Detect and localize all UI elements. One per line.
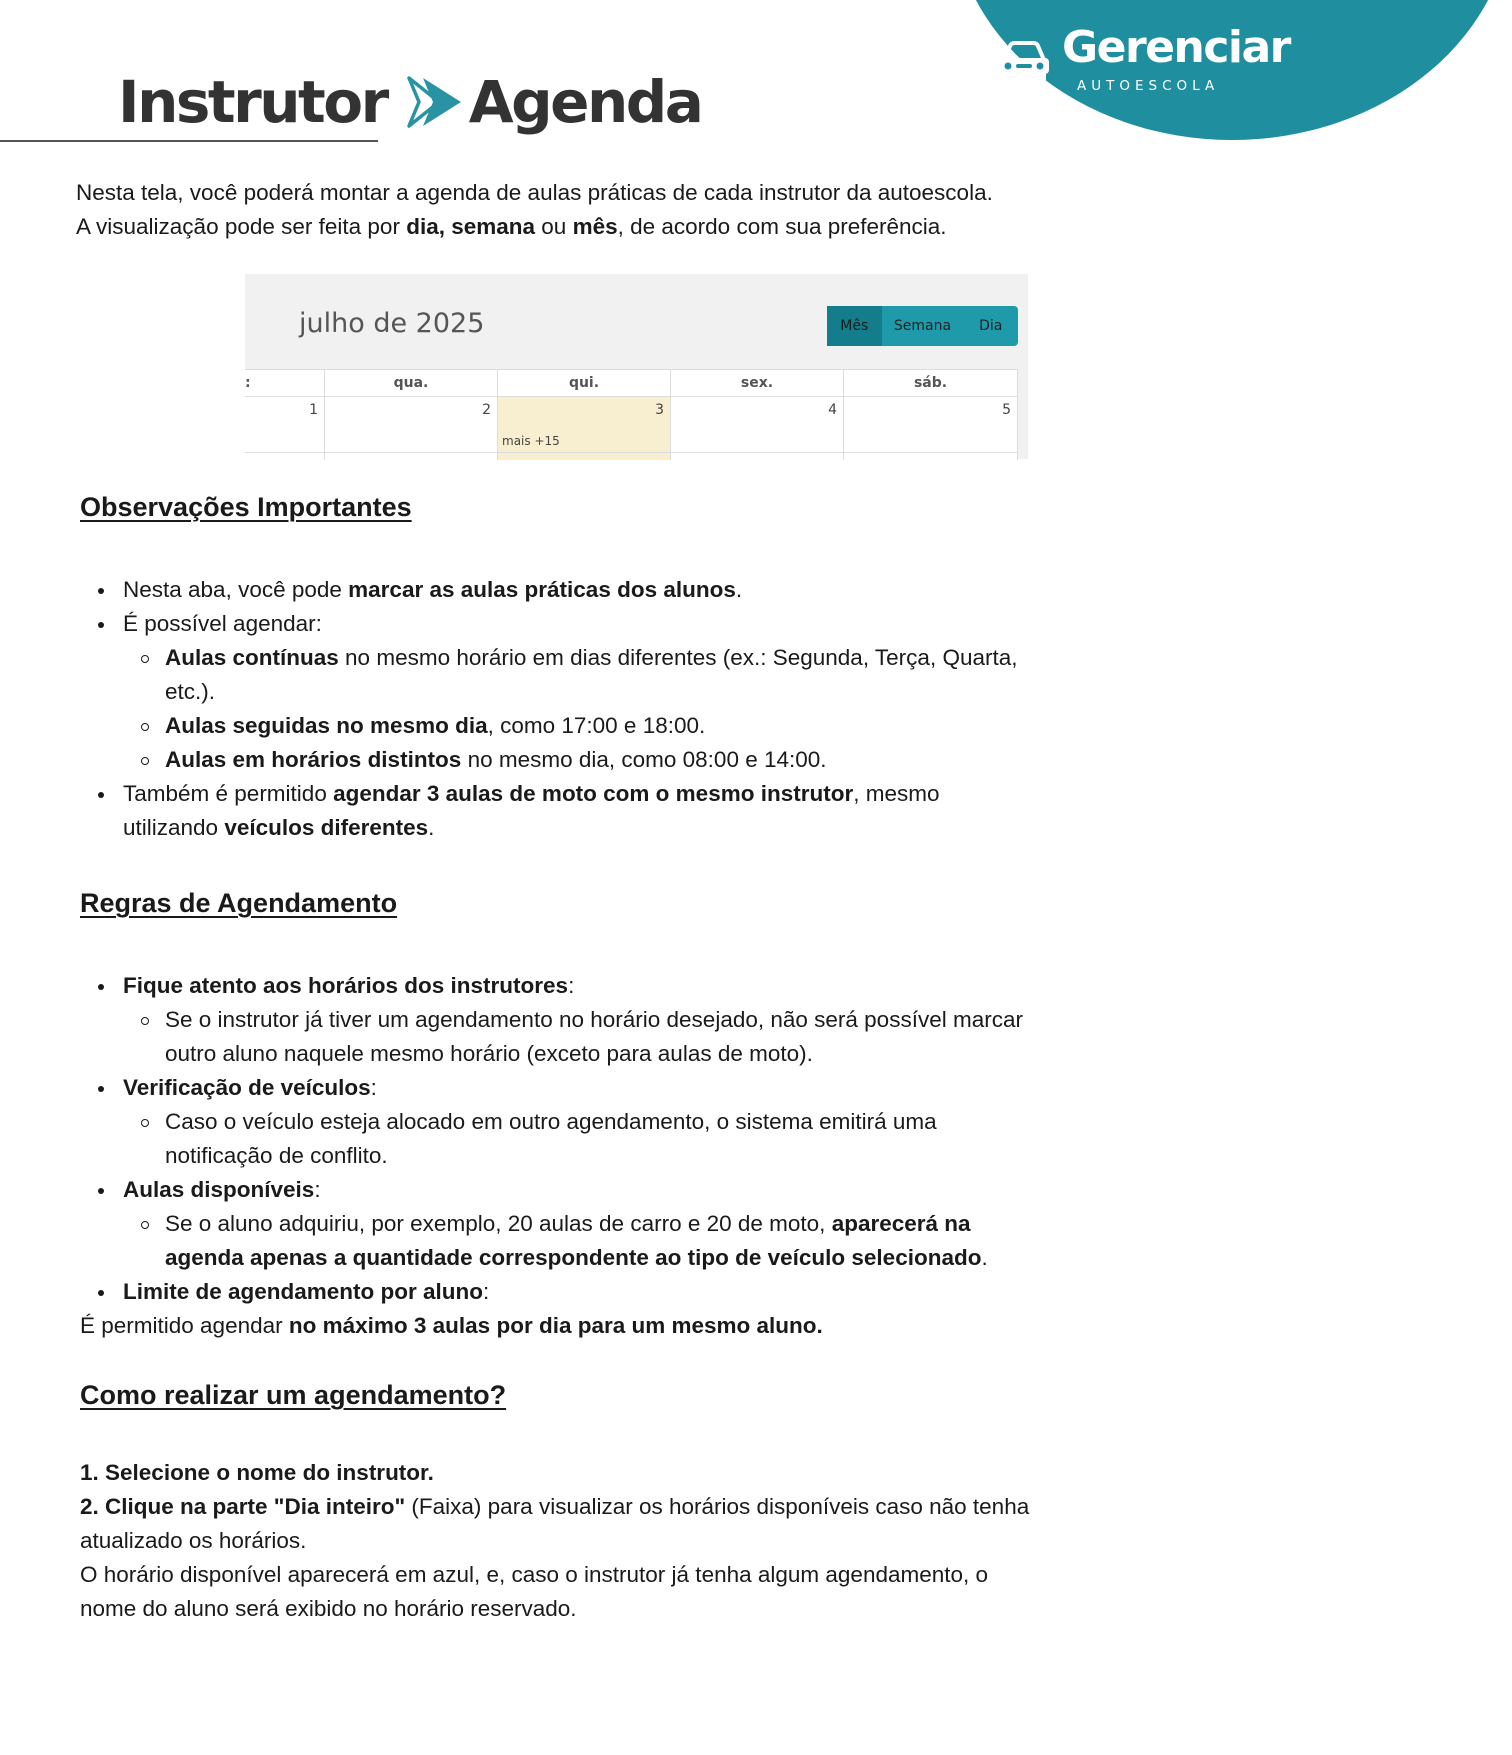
step-2: [80, 1490, 1029, 1524]
title-underline: [0, 140, 378, 142]
list-bold: marcar as aulas práticas dos alunos: [348, 577, 736, 602]
sublist-item-continued: [165, 1241, 988, 1275]
chevron-right-icon: [405, 72, 465, 132]
intro-text: ou: [535, 214, 573, 239]
list-bullet: [98, 588, 104, 594]
list-item: [123, 969, 574, 1003]
rule-limit-paragraph: [80, 1309, 823, 1343]
calendar-day-cell[interactable]: [844, 370, 1018, 460]
calendar-day-header: sex.: [671, 370, 843, 397]
calendar-month-title: julho de 2025: [299, 308, 485, 339]
sublist-item: [165, 641, 1017, 675]
list-bullet: [98, 622, 104, 628]
paragraph-bold: no máximo 3 aulas por dia para um mesmo aluno.: [288, 1313, 823, 1338]
section-heading-como-agendar: Como realizar um agendamento?: [80, 1380, 507, 1410]
sublist-item: Caso o veículo esteja alocado em outro agendamento, o sistema emitirá uma: [165, 1109, 937, 1134]
calendar-more-link[interactable]: mais +15: [502, 434, 560, 448]
sublist-bullet: [141, 655, 149, 663]
sublist-bullet: [141, 1119, 149, 1127]
list-bullet: [98, 984, 104, 990]
calendar-day-header: :: [245, 370, 324, 397]
intro-text: A visualização pode ser feita por: [76, 214, 407, 239]
sublist-bullet: [141, 1017, 149, 1025]
list-text: , como 17:00 e 18:00.: [487, 713, 706, 738]
list-item-continued: [123, 811, 434, 845]
list-text: Se o aluno adquiriu, por exemplo, 20 aulas de carro e 20 de moto,: [165, 1211, 832, 1236]
page-title-right: Agenda: [468, 68, 702, 136]
list-bold: aparecerá na: [831, 1211, 971, 1236]
how-to-paragraph-line-1: O horário disponível aparecerá em azul, e, caso o instrutor já tenha algum agendamento, o: [80, 1562, 989, 1587]
list-text: Também é permitido: [123, 781, 334, 806]
list-text: .: [735, 577, 743, 602]
list-text: Nesta aba, você pode: [123, 577, 349, 602]
step-1: [80, 1456, 434, 1490]
page-title: [118, 64, 701, 140]
list-text: :: [568, 973, 575, 998]
list-item: [123, 573, 742, 607]
view-day-button[interactable]: Dia: [963, 306, 1018, 346]
list-text: , mesmo: [853, 781, 940, 806]
intro-line-1: Nesta tela, você poderá montar a agenda de aulas práticas de cada instrutor da autoescola.: [76, 180, 993, 205]
sublist-item: [165, 1207, 971, 1241]
list-item: [123, 1275, 489, 1309]
list-bold: agendar 3 aulas de moto com o mesmo instrutor: [333, 781, 854, 806]
intro-paragraph: [76, 176, 993, 244]
intro-bold: mês: [572, 214, 618, 239]
list-bullet: [98, 1188, 104, 1194]
sublist-item: [165, 709, 705, 743]
sublist-bullet: [141, 1221, 149, 1229]
calendar-day-number: 2: [482, 402, 491, 418]
sublist-bullet: [141, 757, 149, 765]
calendar-row-divider: [245, 452, 1018, 453]
how-to-paragraph-line-2: nome do aluno será exibido no horário reservado.: [80, 1596, 577, 1621]
list-bold: agenda apenas a quantidade correspondente ao tipo de veículo selecionado: [165, 1245, 982, 1270]
sublist-item: [165, 743, 827, 777]
list-bold: Fique atento aos horários dos instrutores: [123, 973, 569, 998]
calendar-day-cell[interactable]: [325, 370, 498, 460]
page-title-left: Instrutor: [118, 68, 387, 136]
paragraph-text: É permitido agendar: [80, 1313, 289, 1338]
list-bold: Limite de agendamento por aluno: [123, 1279, 484, 1304]
list-text: utilizando: [123, 815, 225, 840]
list-bold: Aulas contínuas: [165, 645, 339, 670]
sublist-item-continued: notificação de conflito.: [165, 1143, 388, 1168]
list-text: .: [428, 815, 435, 840]
sublist-item-continued: etc.).: [165, 679, 216, 704]
list-bullet: [98, 792, 104, 798]
intro-bold: dia, semana: [406, 214, 536, 239]
view-month-button[interactable]: Mês: [827, 306, 882, 346]
calendar-view-switcher: [827, 306, 1018, 346]
list-text: no mesmo dia, como 08:00 e 14:00.: [461, 747, 827, 772]
step-2-continued: atualizado os horários.: [80, 1528, 307, 1553]
calendar-day-header: qua.: [325, 370, 497, 397]
sublist-item: Se o instrutor já tiver um agendamento no horário desejado, não será possível marcar: [165, 1007, 1023, 1032]
list-text: no mesmo horário em dias diferentes (ex.: Segunda, Terça, Quarta,: [338, 645, 1018, 670]
logo-name: Gerenciar: [1062, 22, 1290, 73]
intro-text: , de acordo com sua preferência.: [617, 214, 947, 239]
step-text: (Faixa) para visualizar os horários disponíveis caso não tenha: [405, 1494, 1030, 1519]
list-text: :: [314, 1177, 321, 1202]
view-week-button[interactable]: Semana: [882, 306, 964, 346]
sublist-bullet: [141, 723, 149, 731]
calendar-day-number: 4: [828, 402, 837, 418]
list-item: [123, 1173, 321, 1207]
list-bullet: [98, 1290, 104, 1296]
calendar-day-cell[interactable]: [245, 370, 325, 460]
list-item: É possível agendar:: [123, 611, 322, 636]
list-bold: veículos diferentes: [224, 815, 429, 840]
logo-subtitle: AUTOESCOLA: [1077, 78, 1220, 94]
intro-line-2: [76, 210, 993, 244]
list-text: .: [981, 1245, 988, 1270]
list-item: [123, 777, 939, 811]
step-bold: 1. Selecione o nome do instrutor.: [80, 1460, 434, 1485]
step-bold: 2. Clique na parte "Dia inteiro": [80, 1494, 406, 1519]
calendar-screenshot: [245, 274, 1028, 459]
list-text: :: [370, 1075, 377, 1100]
list-bold: Aulas disponíveis: [123, 1177, 315, 1202]
list-bold: Verificação de veículos: [123, 1075, 371, 1100]
calendar-day-number: 3: [655, 402, 664, 418]
calendar-day-number: 5: [1002, 402, 1011, 418]
sublist-item-continued: outro aluno naquele mesmo horário (exceto para aulas de moto).: [165, 1041, 813, 1066]
list-bullet: [98, 1086, 104, 1092]
list-item: [123, 1071, 377, 1105]
calendar-grid: [245, 369, 1018, 460]
car-icon: [996, 40, 1052, 82]
list-bold: Aulas seguidas no mesmo dia: [165, 713, 488, 738]
calendar-day-cell-today[interactable]: [498, 370, 671, 460]
calendar-day-number: 1: [309, 402, 318, 418]
calendar-day-header: qui.: [498, 370, 670, 397]
list-bold: Aulas em horários distintos: [165, 747, 462, 772]
calendar-day-cell[interactable]: [671, 370, 844, 460]
calendar-day-header: sáb.: [844, 370, 1017, 397]
list-text: :: [483, 1279, 490, 1304]
section-heading-observacoes: Observações Importantes: [80, 492, 412, 522]
section-heading-regras: Regras de Agendamento: [80, 888, 398, 918]
